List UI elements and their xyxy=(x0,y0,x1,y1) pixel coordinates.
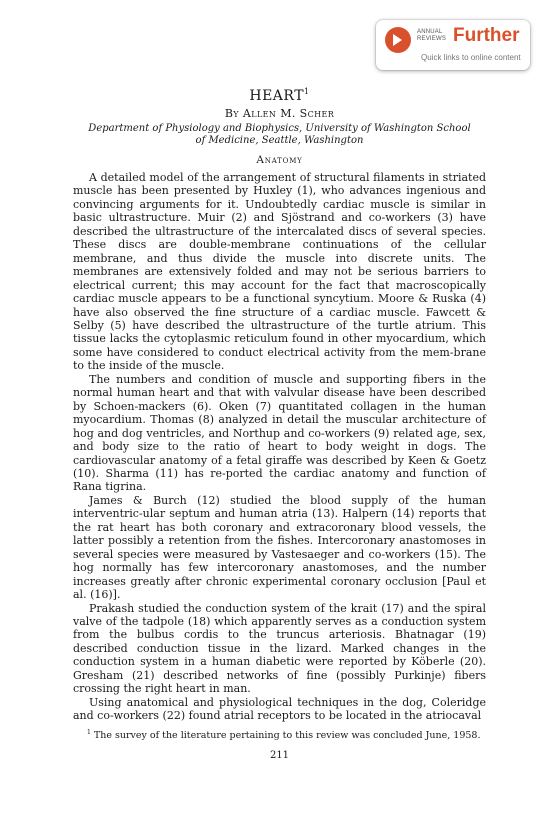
paragraph-5: Using anatomical and physiological techniques in the dog, Coleridge and co-workers (22) found atrial receptors to be located in the atriocaval xyxy=(73,695,486,723)
annual-reviews-further-badge[interactable] xyxy=(376,20,530,70)
badge-line2: REVIEWS xyxy=(417,36,447,42)
affiliation-line-2: of Medicine, Seattle, Washington xyxy=(195,135,364,146)
paragraph-4: Prakash studied the conduction system of the krait (17) and the spiral valve of the tadpole (18) which apparently serves as a conduction system from the bulbus cordis to the truncus arteriosis. Bhatnagar (19) described conduction tissue in the lizard. Marked changes in the conduction system in a human diabetic were reported by Köberle (20). Gresham (21) described networks of fine (possibly Purkinje) fibers crossing the right heart in man. xyxy=(73,601,486,696)
footnote xyxy=(73,726,486,742)
badge-line1: ANNUAL xyxy=(417,29,443,35)
further-arrow-icon xyxy=(385,27,411,53)
badge-tagline: Quick links to online content xyxy=(421,53,521,62)
article-page xyxy=(73,83,486,762)
article-title xyxy=(73,83,486,105)
affiliation-line-1: Department of Physiology and Biophysics, University of Washington School xyxy=(88,123,471,134)
title-footnote-mark: 1 xyxy=(304,87,310,96)
badge-annual-reviews xyxy=(417,29,446,43)
section-heading: Anatomy xyxy=(256,154,303,166)
paragraph-3: James & Burch (12) studied the blood supply of the human interventric-ular septum and human atria (13). Halpern (14) reports that the rat heart has both coronary and extracoronary blood vessels, the latter possibly a retention from the fishes. Intercoronary anastomoses in several species were measured by Vastesaeger and co-workers (15). The hog normally has few intercoronary anastomoses, and the number increases greatly after chronic experimental coronary occlusion [Paul et al. (16)]. xyxy=(73,493,486,602)
footnote-mark: 1 xyxy=(87,728,91,736)
author-line: By Allen M. Scher xyxy=(224,107,335,120)
arrow-icon xyxy=(389,30,407,50)
footnote-text: The survey of the literature pertaining to this review was concluded June, 1958. xyxy=(93,729,481,741)
affiliation xyxy=(73,123,486,147)
article-body xyxy=(73,171,486,723)
title-text: HEART xyxy=(249,88,305,104)
paragraph-2: The numbers and condition of muscle and supporting fibers in the normal human heart and that with valvular disease have been described by Schoen-mackers (6). Oken (7) quantitated collagen in the human myocardium. Thomas (8) analyzed in detail the muscular architecture of hog and dog ventricles, and Northup and co-workers (9) related age, sex, and body size to the ratio of heart to body weight in dogs. The cardiovascular anatomy of a fetal giraffe was described by Keen & Goetz (10). Sharma (11) has re-ported the cardiac anatomy and function of Rana tigrina. xyxy=(73,372,486,494)
paragraph-1: A detailed model of the arrangement of structural filaments in striated muscle has been presented by Huxley (1), who advances ingenious and convincing arguments for it. Undoubtedly cardiac muscle is similar in basic ultrastructure. Muir (2) and Sjöstrand and co-workers (3) have described the ultrastructure of the intercalated discs of several species. These discs are double-membrane continuations of the cellular membrane, and thus divide the muscle into discrete units. The membranes are extensively folded and may not be serious barriers to electrical current; this may account for the fact that macroscopically cardiac muscle appears to be a functional syncytium. Moore & Ruska (4) have also observed the fine structure of a cardiac muscle. Fawcett & Selby (5) have described the ultrastructure of the turtle atrium. This tissue lacks the cytoplasmic reticulum found in other myocardium, which some have considered to conduct electrical activity from the mem-brane to the inside of the muscle. xyxy=(73,171,486,373)
page-number: 211 xyxy=(269,749,290,761)
badge-brand: Further xyxy=(453,25,520,46)
